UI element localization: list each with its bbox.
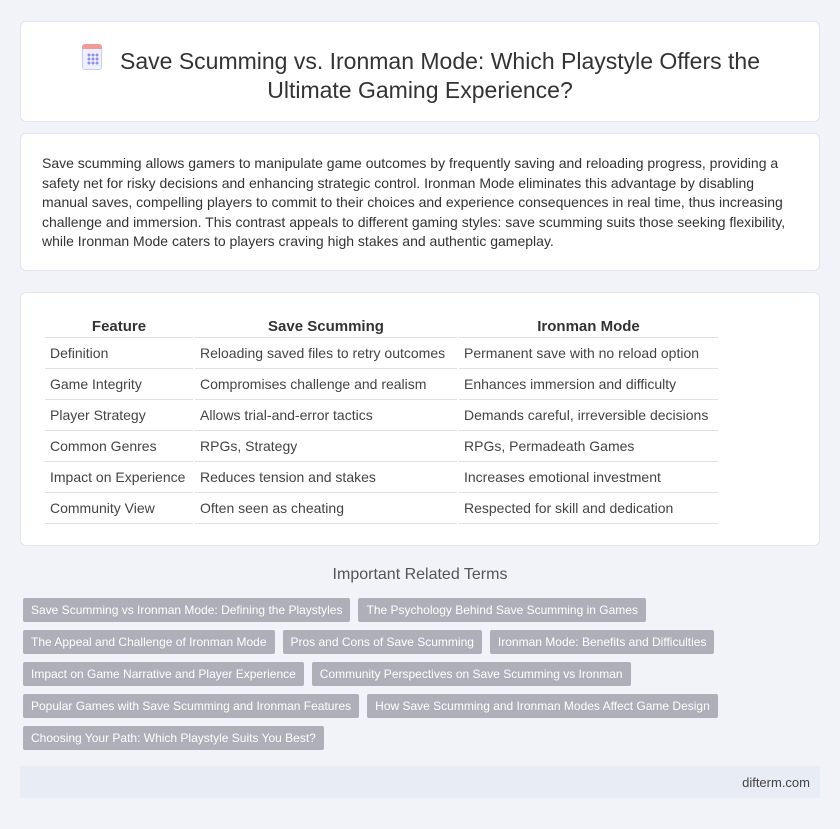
table-row bbox=[45, 493, 718, 524]
related-terms-list bbox=[23, 598, 813, 758]
cell-feature: Player Strategy bbox=[45, 400, 193, 431]
intro-card bbox=[20, 133, 820, 271]
header-save-scumming: Save Scumming bbox=[195, 315, 457, 338]
comparison-table bbox=[43, 315, 720, 524]
cell-ironman-mode: Demands careful, irreversible decisions bbox=[459, 400, 718, 431]
cell-feature: Impact on Experience bbox=[45, 462, 193, 493]
related-term-tag[interactable]: Choosing Your Path: Which Playstyle Suits You Best? bbox=[23, 726, 324, 750]
related-term-tag[interactable]: Pros and Cons of Save Scumming bbox=[283, 630, 482, 654]
cell-save-scumming: Compromises challenge and realism bbox=[195, 369, 457, 400]
related-term-tag[interactable]: Community Perspectives on Save Scumming vs Ironman bbox=[312, 662, 631, 686]
table-header-row bbox=[45, 315, 718, 338]
comparison-table-card bbox=[20, 292, 820, 546]
table-row bbox=[45, 338, 718, 369]
header bbox=[21, 44, 819, 105]
cell-save-scumming: Reloading saved files to retry outcomes bbox=[195, 338, 457, 369]
related-term-tag[interactable]: Popular Games with Save Scumming and Ironman Features bbox=[23, 694, 359, 718]
footer bbox=[20, 766, 820, 798]
cell-ironman-mode: Increases emotional investment bbox=[459, 462, 718, 493]
table-row bbox=[45, 431, 718, 462]
table-row bbox=[45, 400, 718, 431]
related-term-tag[interactable]: Impact on Game Narrative and Player Experience bbox=[23, 662, 304, 686]
document-icon bbox=[80, 44, 104, 71]
cell-save-scumming: Allows trial-and-error tactics bbox=[195, 400, 457, 431]
cell-feature: Community View bbox=[45, 493, 193, 524]
header-feature: Feature bbox=[45, 315, 193, 338]
page-title-text: Save Scumming vs. Ironman Mode: Which Playstyle Offers the Ultimate Gaming Experience? bbox=[120, 48, 760, 103]
cell-save-scumming: Reduces tension and stakes bbox=[195, 462, 457, 493]
cell-feature: Common Genres bbox=[45, 431, 193, 462]
cell-ironman-mode: Respected for skill and dedication bbox=[459, 493, 718, 524]
cell-feature: Definition bbox=[45, 338, 193, 369]
table-row bbox=[45, 462, 718, 493]
header-card bbox=[20, 21, 820, 122]
footer-site-name: difterm.com bbox=[742, 775, 810, 790]
header-ironman-mode: Ironman Mode bbox=[459, 315, 718, 338]
related-term-tag[interactable]: How Save Scumming and Ironman Modes Affect Game Design bbox=[367, 694, 718, 718]
related-term-tag[interactable]: The Psychology Behind Save Scumming in Games bbox=[358, 598, 645, 622]
cell-ironman-mode: Enhances immersion and difficulty bbox=[459, 369, 718, 400]
related-term-tag[interactable]: The Appeal and Challenge of Ironman Mode bbox=[23, 630, 275, 654]
cell-ironman-mode: RPGs, Permadeath Games bbox=[459, 431, 718, 462]
intro-paragraph: Save scumming allows gamers to manipulate game outcomes by frequently saving and reloading progress, providing a safety net for risky decisions and enhancing strategic control. Ironman Mode eliminates this advantage by disabling manual saves, compelling players to commit to their choices and experience consequences in real time, thus increasing challenge and immersion. This contrast appeals to different gaming styles: save scumming suits those seeking flexibility, while Ironman Mode caters to players craving high stakes and authentic gameplay. bbox=[42, 155, 786, 249]
cell-feature: Game Integrity bbox=[45, 369, 193, 400]
table-row bbox=[45, 369, 718, 400]
related-term-tag[interactable]: Ironman Mode: Benefits and Difficulties bbox=[490, 630, 715, 654]
cell-ironman-mode: Permanent save with no reload option bbox=[459, 338, 718, 369]
cell-save-scumming: RPGs, Strategy bbox=[195, 431, 457, 462]
page-title bbox=[61, 44, 779, 105]
related-term-tag[interactable]: Save Scumming vs Ironman Mode: Defining the Playstyles bbox=[23, 598, 350, 622]
cell-save-scumming: Often seen as cheating bbox=[195, 493, 457, 524]
related-terms-title: Important Related Terms bbox=[332, 566, 508, 583]
